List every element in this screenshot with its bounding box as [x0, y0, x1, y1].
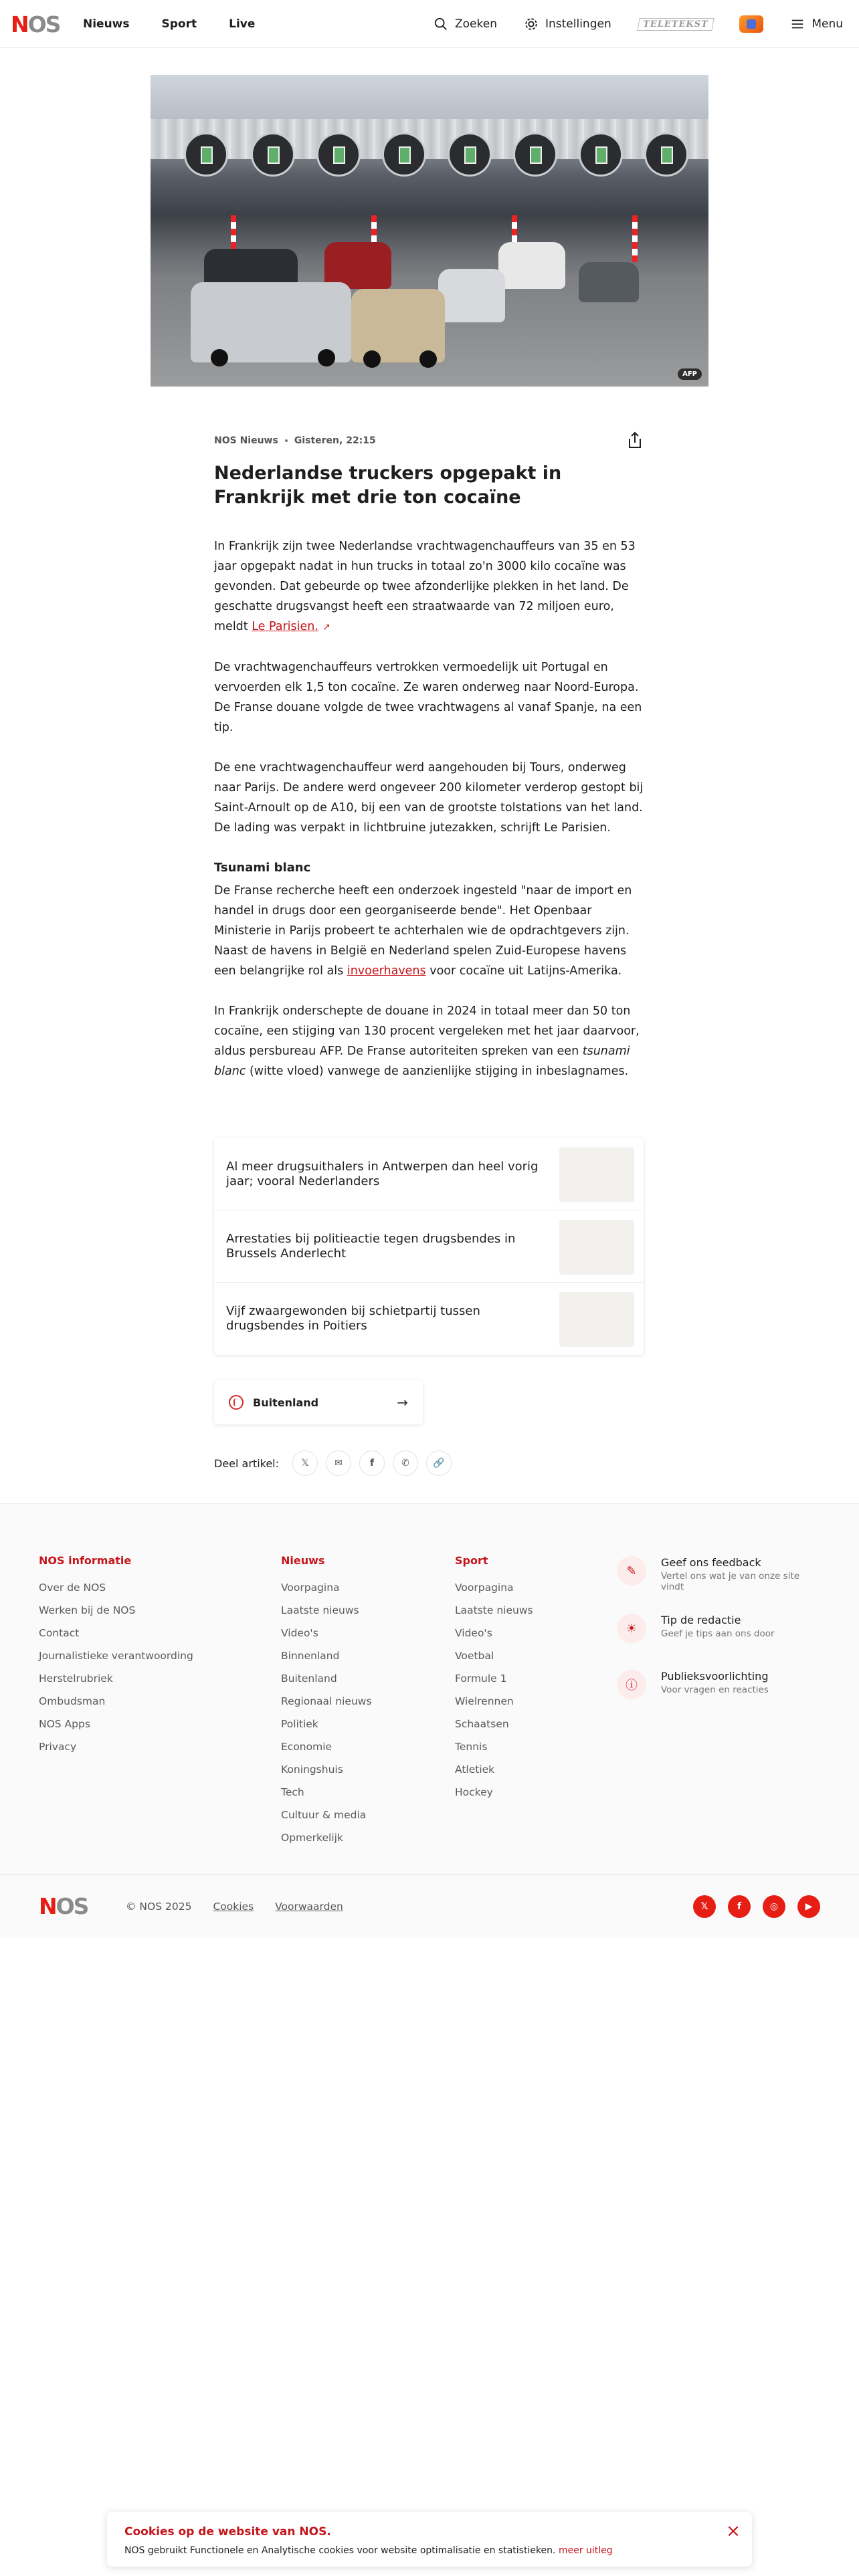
site-footer: [0, 1503, 859, 1938]
link-icon: 🔗: [433, 1458, 445, 1469]
arrow-right-icon: →: [397, 1394, 408, 1410]
related-article[interactable]: [214, 1138, 644, 1210]
footer-link[interactable]: Formule 1: [455, 1673, 507, 1685]
toll-booth: [382, 132, 426, 177]
cookie-title: Cookies op de website van NOS.: [124, 2525, 331, 2539]
info-icon: ⓘ: [617, 1670, 646, 1699]
footer-link[interactable]: Buitenland: [281, 1673, 337, 1685]
feedback-card[interactable]: [617, 1556, 824, 1596]
footer-col-nieuws: [281, 1553, 372, 1849]
footer-link[interactable]: Tennis: [455, 1741, 488, 1753]
related-title: Arrestaties bij politieactie tegen drugsbendes in Brussels Anderlecht: [226, 1231, 516, 1261]
barrier-pole: [632, 215, 638, 262]
toll-booth: [184, 132, 228, 177]
x-icon[interactable]: 𝕏: [693, 1895, 716, 1918]
related-title: Vijf zwaargewonden bij schietpartij tussen drugsbendes in Poitiers: [226, 1304, 480, 1333]
footer-link[interactable]: Voorpagina: [281, 1582, 340, 1594]
x-icon: 𝕏: [301, 1458, 309, 1469]
emphasis-text: tsunami blanc: [214, 1045, 630, 1078]
car: [438, 269, 505, 322]
share-whatsapp-button[interactable]: [393, 1451, 418, 1476]
whatsapp-icon: ✆: [401, 1458, 409, 1469]
main-nav: [83, 0, 255, 48]
card-title: Tip de redactie: [661, 1614, 741, 1626]
cookie-text-body: NOS gebruikt Functionele en Analytische cookies voor website optimalisatie en statistieken.: [124, 2545, 559, 2556]
footer-link[interactable]: Journalistieke verantwoording: [39, 1650, 193, 1662]
footer-link[interactable]: Cultuur & media: [281, 1809, 367, 1821]
footer-link[interactable]: Contact: [39, 1627, 80, 1639]
facebook-icon: f: [369, 1458, 375, 1469]
mail-icon: ✉: [335, 1458, 343, 1469]
footer-link[interactable]: Video's: [455, 1627, 492, 1639]
footer-link[interactable]: Ombudsman: [39, 1695, 106, 1707]
car: [579, 262, 639, 302]
related-article[interactable]: [214, 1210, 644, 1283]
article: [214, 433, 644, 1101]
card-subtitle: Geef je tips aan ons door: [661, 1628, 775, 1639]
footer-col-nos-informatie: [39, 1553, 193, 1758]
search-button[interactable]: [434, 17, 497, 31]
footer-link[interactable]: Wielrennen: [455, 1695, 514, 1707]
toll-booth: [513, 132, 557, 177]
le-parisien-link[interactable]: Le Parisien.: [252, 620, 318, 633]
separator-dot: [285, 439, 288, 442]
footer-nos-logo[interactable]: NOS: [39, 1893, 88, 1919]
nav-live[interactable]: Live: [229, 17, 256, 31]
cookies-link[interactable]: Cookies: [213, 1901, 254, 1913]
footer-link[interactable]: Economie: [281, 1741, 332, 1753]
card-title: Geef ons feedback: [661, 1556, 761, 1569]
social-links: [693, 1895, 820, 1918]
toll-booth: [448, 132, 492, 177]
paragraph-text: (witte vloed) vanwege de aanzienlijke stijging in inbeslagnames.: [246, 1065, 629, 1078]
share-facebook-button[interactable]: [359, 1451, 385, 1476]
paragraph: [214, 1001, 644, 1081]
share-label: Deel artikel:: [214, 1457, 280, 1470]
footer-link[interactable]: Over de NOS: [39, 1582, 106, 1594]
tag-label: Buitenland: [253, 1396, 319, 1409]
related-articles: [214, 1138, 644, 1355]
globe-icon: [229, 1395, 244, 1410]
paragraph: De vrachtwagenchauffeurs vertrokken vermoedelijk uit Portugal en vervoerden elk 1,5 ton cocaïne. Ze waren onderweg naar Noord-Europa. De Franse douane volgde de twee vrachtwagens al vanaf Spanje, na een tip.: [214, 661, 642, 734]
article-body: [214, 536, 644, 1081]
paragraph-text: voor cocaïne uit Latijns-Amerika.: [425, 964, 622, 978]
facebook-icon[interactable]: f: [728, 1895, 751, 1918]
copyright: © NOS 2025: [126, 1901, 192, 1913]
footer-bottom: [0, 1874, 859, 1939]
paragraph: [214, 536, 644, 637]
external-link-icon: ↗: [322, 622, 330, 633]
nav-sport[interactable]: Sport: [161, 17, 197, 31]
footer-link[interactable]: Voetbal: [455, 1650, 494, 1662]
article-title: Nederlandse truckers opgepakt in Frankrijk met drie ton cocaïne: [214, 463, 562, 508]
invoerhavens-link[interactable]: invoerhavens: [347, 964, 426, 978]
card-subtitle: Voor vragen en reacties: [661, 1685, 769, 1695]
article-date: Gisteren, 22:15: [294, 435, 376, 446]
article-meta: [214, 433, 644, 448]
footer-legal: [126, 1901, 343, 1913]
header-actions: [434, 0, 843, 48]
paragraph-text: In Frankrijk onderschepte de douane in 2024 in totaal meer dan 50 ton cocaïne, een stijging van 130 procent vergeleken met het jaar daarvoor, aldus persbureau AFP. De Franse autoriteiten spreken van een: [214, 1004, 640, 1058]
nos-logo[interactable]: NOS: [11, 11, 60, 37]
toll-booth: [579, 132, 623, 177]
toll-booth: [644, 132, 688, 177]
card-title: Publieksvoorlichting: [661, 1670, 769, 1683]
footer-link[interactable]: Tech: [281, 1786, 304, 1798]
related-thumbnail: [559, 1220, 634, 1275]
footer-heading: NOS informatie: [39, 1554, 132, 1567]
footer-link[interactable]: Privacy: [39, 1741, 77, 1753]
footer-link[interactable]: Politiek: [281, 1718, 318, 1730]
tip-card[interactable]: [617, 1614, 824, 1654]
share-button[interactable]: [626, 431, 644, 449]
settings-label: Instellingen: [545, 17, 611, 31]
youtube-icon[interactable]: ▶: [797, 1895, 820, 1918]
copy-link-button[interactable]: [426, 1451, 452, 1476]
footer-link[interactable]: Herstelrubriek: [39, 1673, 113, 1685]
search-label: Zoeken: [455, 17, 497, 31]
hamburger-icon: [790, 17, 805, 31]
article-source: NOS Nieuws: [214, 435, 278, 446]
footer-link[interactable]: Video's: [281, 1627, 318, 1639]
instagram-icon[interactable]: ◎: [763, 1895, 785, 1918]
card-subtitle: Vertel ons wat je van onze site vindt: [661, 1571, 800, 1592]
footer-link[interactable]: Werken bij de NOS: [39, 1604, 136, 1616]
subheading: Tsunami blanc: [214, 861, 311, 875]
tag-buitenland-button[interactable]: [214, 1380, 423, 1424]
footer-link[interactable]: Opmerkelijk: [281, 1832, 343, 1844]
teletekst-link[interactable]: TELETEKST: [637, 18, 714, 31]
share-row: [214, 1450, 452, 1477]
share-icon: [626, 431, 644, 449]
related-thumbnail: [559, 1292, 634, 1347]
nav-nieuws[interactable]: Nieuws: [83, 17, 130, 31]
feedback-icon: ✎: [617, 1556, 646, 1586]
footer-link[interactable]: NOS Apps: [39, 1718, 90, 1730]
footer-heading: Sport: [455, 1554, 488, 1567]
publieksvoorlichting-card[interactable]: [617, 1670, 824, 1710]
footer-link[interactable]: Hockey: [455, 1786, 493, 1798]
paragraph-text: De Franse recherche heeft een onderzoek ingesteld "naar de import en handel in drugs door een georganiseerde bende". Het Openbaar Ministerie in Parijs probeert te achterhalen wie de opdrachtgevers zijn. Naast de havens in België en Nederland spelen Zuid-Europese havens een belangrijke rol als: [214, 884, 632, 978]
close-icon[interactable]: ×: [726, 2521, 741, 2541]
settings-button[interactable]: [524, 17, 611, 31]
toll-booth: [316, 132, 361, 177]
lightbulb-icon: ☀: [617, 1614, 646, 1643]
hero-image: [151, 75, 708, 387]
cookie-text: [124, 2545, 613, 2556]
paragraph: De ene vrachtwagenchauffeur werd aangehouden bij Tours, onderweg naar Parijs. De andere werd ongeveer 200 kilometer verderop gestopt bij Saint-Arnoult op de A10, bij een van de grootste tolstations van het land. De lading was verpakt in lichtbruine jutezakken, schrijft Le Parisien.: [214, 761, 644, 835]
related-article[interactable]: [214, 1283, 644, 1355]
footer-link[interactable]: Voorpagina: [455, 1582, 514, 1594]
npo-icon: [747, 19, 756, 29]
toll-canopy: [151, 119, 708, 159]
footer-col-sport: [455, 1553, 533, 1804]
footer-link[interactable]: Regionaal nieuws: [281, 1695, 372, 1707]
terms-link[interactable]: Voorwaarden: [275, 1901, 343, 1913]
footer-link[interactable]: Binnenland: [281, 1650, 340, 1662]
menu-button[interactable]: [790, 17, 843, 31]
paragraph: [214, 881, 644, 981]
menu-label: Menu: [812, 17, 843, 31]
gear-icon: [524, 17, 539, 31]
car: [498, 242, 565, 289]
related-title: Al meer drugsuithalers in Antwerpen dan heel vorig jaar; vooral Nederlanders: [226, 1159, 539, 1188]
share-email-button[interactable]: [326, 1451, 351, 1476]
related-thumbnail: [559, 1148, 634, 1202]
photo-credit: AFP: [678, 368, 702, 380]
share-x-button[interactable]: [292, 1451, 318, 1476]
cookie-more-link[interactable]: meer uitleg: [558, 2545, 613, 2556]
footer-link[interactable]: Laatste nieuws: [455, 1604, 533, 1616]
footer-link[interactable]: Atletiek: [455, 1763, 495, 1776]
search-icon: [434, 17, 448, 31]
paragraph-text: In Frankrijk zijn twee Nederlandse vrachtwagenchauffeurs van 35 en 53 jaar opgepakt nadat in hun trucks in totaal zo'n 3000 kilo cocaïne was gevonden. Dat gebeurde op twee afzonderlijke plekken in het land. De geschatte drugsvangst heeft een straatwaarde van 72 miljoen euro, meldt: [214, 540, 636, 633]
cookie-banner: [107, 2512, 752, 2567]
site-header: [0, 0, 859, 48]
toll-booth: [251, 132, 295, 177]
npo-logo[interactable]: [739, 15, 763, 33]
footer-link[interactable]: Koningshuis: [281, 1763, 343, 1776]
footer-heading: Nieuws: [281, 1554, 325, 1567]
footer-link[interactable]: Schaatsen: [455, 1718, 509, 1730]
footer-link[interactable]: Laatste nieuws: [281, 1604, 359, 1616]
